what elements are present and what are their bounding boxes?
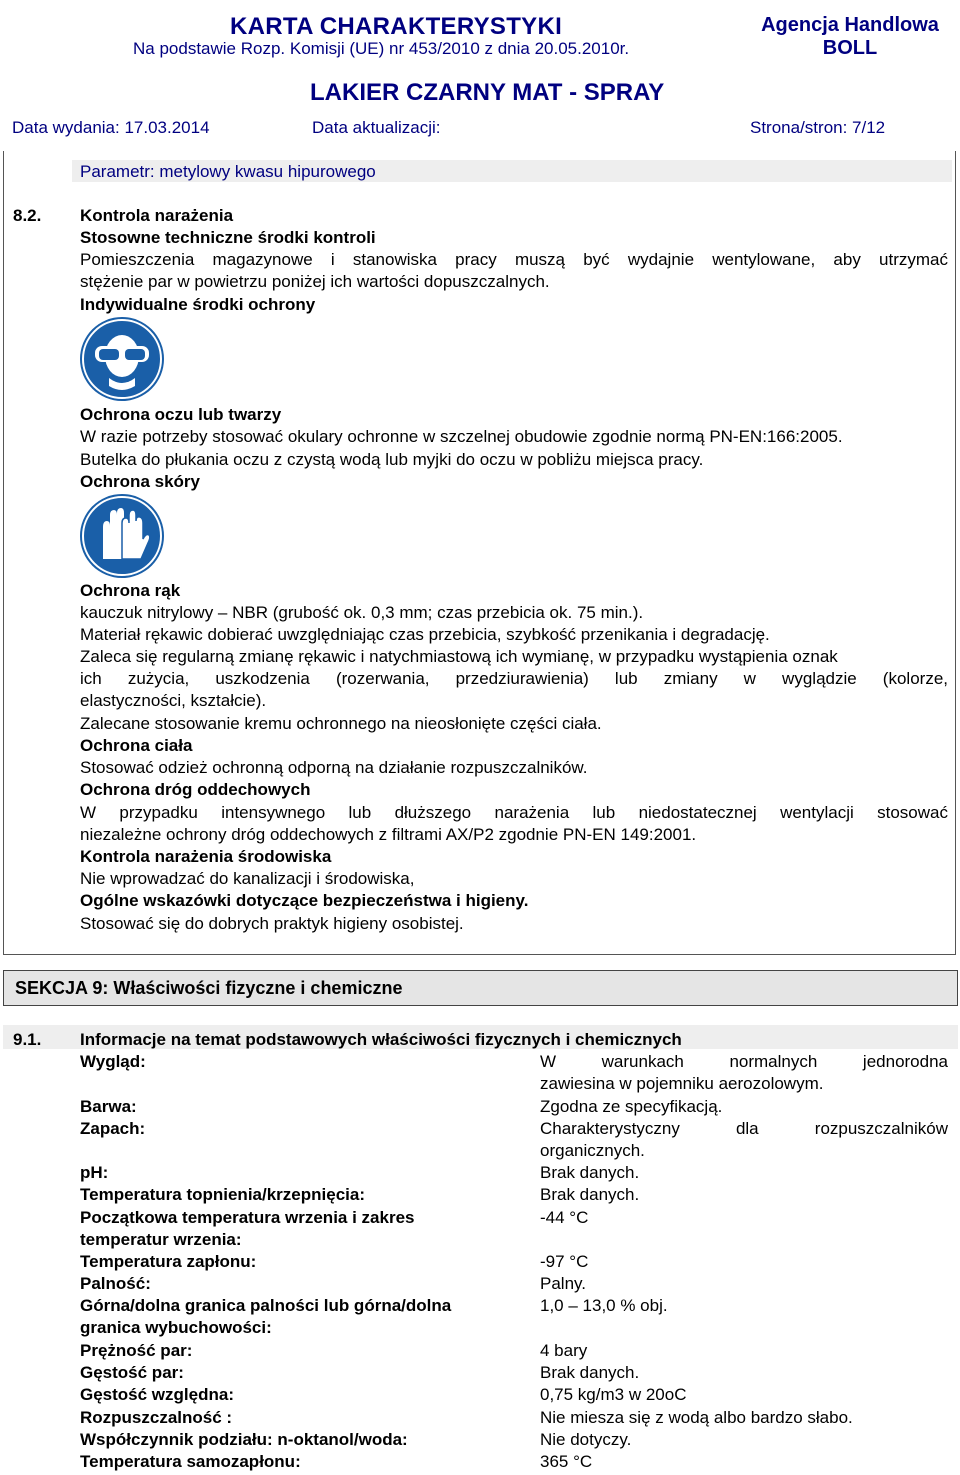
body-protection-text: Stosować odzież ochronną odporną na działanie rozpuszczalników.: [80, 758, 588, 777]
tech-controls-heading: Stosowne techniczne środki kontroli: [80, 228, 376, 247]
property-label: Prężność par:: [80, 1341, 193, 1360]
tech-controls-text: stężenie par w powietrzu poniżej ich wartości dopuszczalnych.: [80, 272, 550, 291]
property-label: pH:: [80, 1163, 109, 1182]
property-value: -97 °C: [540, 1252, 589, 1271]
document-title: KARTA CHARAKTERYSTYKI: [230, 13, 563, 40]
property-label: Gęstość par:: [80, 1363, 184, 1382]
eye-protection-text: W razie potrzeby stosować okulary ochronne w szczelnej obudowie zgodnie normą PN-EN:166:2005.: [80, 427, 843, 446]
hand-protection-text: Materiał rękawic dobierać uwzględniając czas przebicia, szybkość przenikania i degradację.: [80, 625, 770, 644]
product-name: LAKIER CZARNY MAT - SPRAY: [310, 79, 665, 106]
subsection-title: Informacje na temat podstawowych właściwości fizycznych i chemicznych: [80, 1030, 682, 1049]
ppe-heading: Indywidualne środki ochrony: [80, 295, 316, 314]
property-value: Nie miesza się z wodą albo bardzo słabo.: [540, 1408, 853, 1427]
parameter-text: Parametr: metylowy kwasu hipurowego: [80, 162, 376, 181]
section-9-header: [3, 970, 958, 1006]
section-9-title: SEKCJA 9: Właściwości fizyczne i chemiczne: [15, 978, 403, 998]
eye-protection-text: Butelka do płukania oczu z czystą wodą lub myjki do oczu w pobliżu miejsca pracy.: [80, 450, 704, 469]
property-label: Palność:: [80, 1274, 151, 1293]
property-label: Współczynnik podziału: n-oktanol/woda:: [80, 1430, 408, 1449]
skin-protection-heading: Ochrona skóry: [80, 472, 200, 491]
property-label: Temperatura samozapłonu:: [80, 1452, 301, 1471]
hygiene-heading: Ogólne wskazówki dotyczące bezpieczeństwa i higieny.: [80, 891, 529, 910]
property-value: Palny.: [540, 1274, 586, 1293]
hand-protection-text: ich zużycia, uszkodzenia (rozerwania, przedziurawienia) lub zmiany w wyglądzie (kolorze,: [80, 669, 948, 688]
property-value: Brak danych.: [540, 1185, 640, 1204]
body-protection-heading: Ochrona ciała: [80, 736, 193, 755]
regulation-reference: Na podstawie Rozp. Komisji (UE) nr 453/2010 z dnia 20.05.2010r.: [133, 39, 630, 58]
property-value: 4 bary: [540, 1341, 588, 1360]
company-name-line2: BOLL: [822, 37, 878, 59]
property-label: Początkowa temperatura wrzenia i zakres: [80, 1208, 415, 1227]
subsection-number: 8.2.: [13, 206, 42, 225]
property-value: 1,0 – 13,0 % obj.: [540, 1296, 668, 1315]
environmental-control-text: Nie wprowadzać do kanalizacji i środowiska,: [80, 869, 415, 888]
environmental-control-heading: Kontrola narażenia środowiska: [80, 847, 332, 866]
property-label: Górna/dolna granica palności lub górna/dolna: [80, 1296, 452, 1315]
tech-controls-text: Pomieszczenia magazynowe i stanowiska pracy muszą być wydajnie wentylowane, aby utrzymać: [80, 250, 948, 269]
company-name-line1: Agencja Handlowa: [761, 14, 939, 36]
hand-protection-text: elastyczności, kształcie).: [80, 691, 267, 710]
property-value: Brak danych.: [540, 1163, 640, 1182]
update-date: Data aktualizacji:: [312, 118, 441, 137]
property-label: Gęstość względna:: [80, 1385, 234, 1404]
company-name: [745, 14, 955, 60]
page-number: Strona/stron: 7/12: [750, 118, 886, 137]
subsection-title: Kontrola narażenia: [80, 206, 234, 225]
property-value: Brak danych.: [540, 1363, 640, 1382]
respiratory-protection-text: niezależne ochrony dróg oddechowych z filtrami AX/P2 zgodnie PN-EN 149:2001.: [80, 825, 697, 844]
respiratory-protection-heading: Ochrona dróg oddechowych: [80, 780, 311, 799]
hand-protection-text: kauczuk nitrylowy – NBR (grubość ok. 0,3 mm; czas przebicia ok. 75 min.).: [80, 603, 644, 622]
document-header: [0, 0, 960, 140]
property-value: zawiesina w pojemniku aerozolowym.: [540, 1074, 824, 1093]
property-label: granica wybuchowości:: [80, 1318, 272, 1337]
hand-protection-heading: Ochrona rąk: [80, 581, 181, 600]
property-value: W warunkach normalnych jednorodna: [540, 1052, 948, 1071]
property-value: 0,75 kg/m3 w 20oC: [540, 1385, 687, 1404]
eye-protection-heading: Ochrona oczu lub twarzy: [80, 405, 282, 424]
property-value: Nie dotyczy.: [540, 1430, 632, 1449]
property-value: Charakterystyczny dla rozpuszczalników: [540, 1119, 948, 1138]
property-value: organicznych.: [540, 1141, 645, 1160]
safety-goggles-icon: [79, 316, 165, 402]
property-label: Temperatura zapłonu:: [80, 1252, 257, 1271]
property-label: Temperatura topnienia/krzepnięcia:: [80, 1185, 365, 1204]
hand-protection-text: Zaleca się regularną zmianę rękawic i natychmiastową ich wymianę, w przypadku wystąpienia oznak: [80, 647, 838, 666]
property-label: Zapach:: [80, 1119, 146, 1138]
property-value: Zgodna ze specyfikacją.: [540, 1097, 723, 1116]
hand-protection-text: Zalecane stosowanie kremu ochronnego na nieosłonięte części ciała.: [80, 714, 602, 733]
hygiene-text: Stosować się do dobrych praktyk higieny osobistej.: [80, 914, 464, 933]
property-label: Rozpuszczalność :: [80, 1408, 233, 1427]
property-label: Wygląd:: [80, 1052, 146, 1071]
property-label: Barwa:: [80, 1097, 137, 1116]
property-value: -44 °C: [540, 1208, 589, 1227]
protective-gloves-icon: [79, 493, 165, 579]
respiratory-protection-text: W przypadku intensywnego lub dłuższego narażenia lub niedostatecznej wentylacji stosować: [80, 803, 948, 822]
property-value: 365 °C: [540, 1452, 593, 1471]
property-label: temperatur wrzenia:: [80, 1230, 242, 1249]
issue-date: Data wydania: 17.03.2014: [12, 118, 210, 137]
subsection-number: 9.1.: [13, 1030, 42, 1049]
